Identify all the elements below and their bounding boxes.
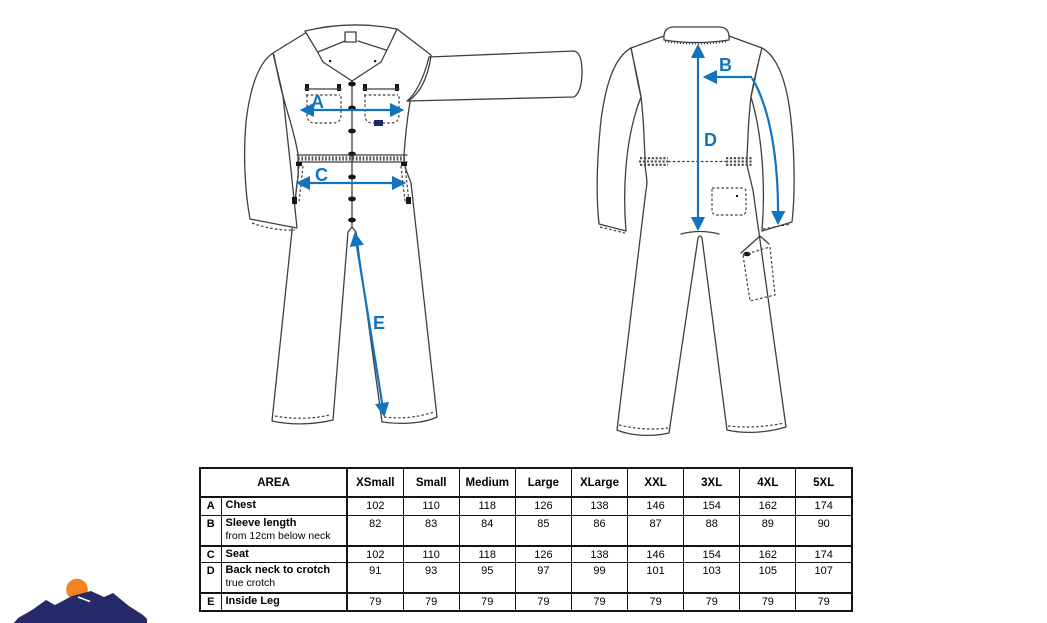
area-header: AREA (200, 468, 347, 497)
measure-area: Back neck to crotch true crotch (221, 563, 347, 593)
measure-value: 88 (684, 515, 740, 546)
front-right-sleeve (407, 51, 582, 101)
measure-value: 79 (628, 593, 684, 611)
measure-value: 86 (571, 515, 627, 546)
size-column-header: Small (403, 468, 459, 497)
size-column-header: XSmall (347, 468, 403, 497)
measure-value: 79 (684, 593, 740, 611)
measure-value: 107 (796, 563, 852, 593)
measure-value: 101 (628, 563, 684, 593)
measure-value: 102 (347, 497, 403, 515)
measure-value: 103 (684, 563, 740, 593)
measure-value: 79 (403, 593, 459, 611)
table-row-seat (200, 546, 852, 563)
size-column-header: Medium (459, 468, 515, 497)
measure-value: 118 (459, 546, 515, 563)
table-row-back-neck-to-crotch (200, 563, 852, 593)
back-collar (664, 27, 729, 44)
size-column-header: 5XL (796, 468, 852, 497)
size-column-header: XXL (628, 468, 684, 497)
measure-value: 126 (515, 497, 571, 515)
measure-value: 99 (571, 563, 627, 593)
measure-value: 162 (740, 546, 796, 563)
measure-value: 85 (515, 515, 571, 546)
measure-value: 138 (571, 546, 627, 563)
measure-value: 162 (740, 497, 796, 515)
measure-value: 84 (459, 515, 515, 546)
mountain-icon (14, 591, 147, 623)
measure-letter: D (200, 563, 221, 593)
measure-area-note: from 12cm below neck (225, 529, 331, 542)
measure-value: 146 (628, 546, 684, 563)
measure-value: 79 (740, 593, 796, 611)
measure-letter: C (200, 546, 221, 563)
measure-value: 110 (403, 546, 459, 563)
measure-value: 154 (684, 497, 740, 515)
measure-value: 90 (796, 515, 852, 546)
table-row-chest (200, 497, 852, 515)
measure-area: Seat (221, 546, 347, 563)
measure-value: 97 (515, 563, 571, 593)
measure-area: Inside Leg (221, 593, 347, 611)
measure-value: 79 (347, 593, 403, 611)
measure-label-a: A (311, 92, 324, 112)
measure-label-d: D (704, 130, 717, 150)
measure-area-note: true crotch (225, 577, 276, 589)
mountain-sun-logo (14, 577, 149, 623)
size-column-header: 3XL (684, 468, 740, 497)
measure-value: 83 (403, 515, 459, 546)
measure-value: 93 (403, 563, 459, 593)
table-row-sleeve-length (200, 515, 852, 546)
measure-value: 79 (796, 593, 852, 611)
measure-area: Sleeve length from 12cm below neck (221, 515, 347, 546)
measure-value: 91 (347, 563, 403, 593)
front-view-drawing (245, 25, 582, 424)
size-table-header-row (200, 468, 852, 497)
measure-value: 146 (628, 497, 684, 515)
measure-label-c: C (315, 165, 328, 185)
size-column-header: 4XL (740, 468, 796, 497)
measure-value: 138 (571, 497, 627, 515)
measure-letter: A (200, 497, 221, 515)
measure-letter: B (200, 515, 221, 546)
measure-letter: E (200, 593, 221, 611)
size-column-header: XLarge (571, 468, 627, 497)
measure-value: 89 (740, 515, 796, 546)
back-left-sleeve (597, 48, 641, 231)
measure-value: 174 (796, 497, 852, 515)
measure-value: 118 (459, 497, 515, 515)
measure-value: 87 (628, 515, 684, 546)
measure-value: 95 (459, 563, 515, 593)
measure-value: 110 (403, 497, 459, 515)
back-view-drawing (597, 27, 794, 435)
measure-value: 79 (515, 593, 571, 611)
measure-label-b: B (719, 55, 732, 75)
measure-value: 82 (347, 515, 403, 546)
measure-value: 105 (740, 563, 796, 593)
size-table (199, 467, 853, 612)
measure-value: 174 (796, 546, 852, 563)
measure-value: 126 (515, 546, 571, 563)
measure-value: 79 (571, 593, 627, 611)
table-row-inside-leg (200, 593, 852, 611)
measure-value: 79 (459, 593, 515, 611)
measure-label-e: E (373, 313, 386, 333)
measure-value: 154 (684, 546, 740, 563)
measure-area: Chest (221, 497, 347, 515)
size-column-header: Large (515, 468, 571, 497)
measure-value: 102 (347, 546, 403, 563)
brand-tag (374, 120, 383, 126)
